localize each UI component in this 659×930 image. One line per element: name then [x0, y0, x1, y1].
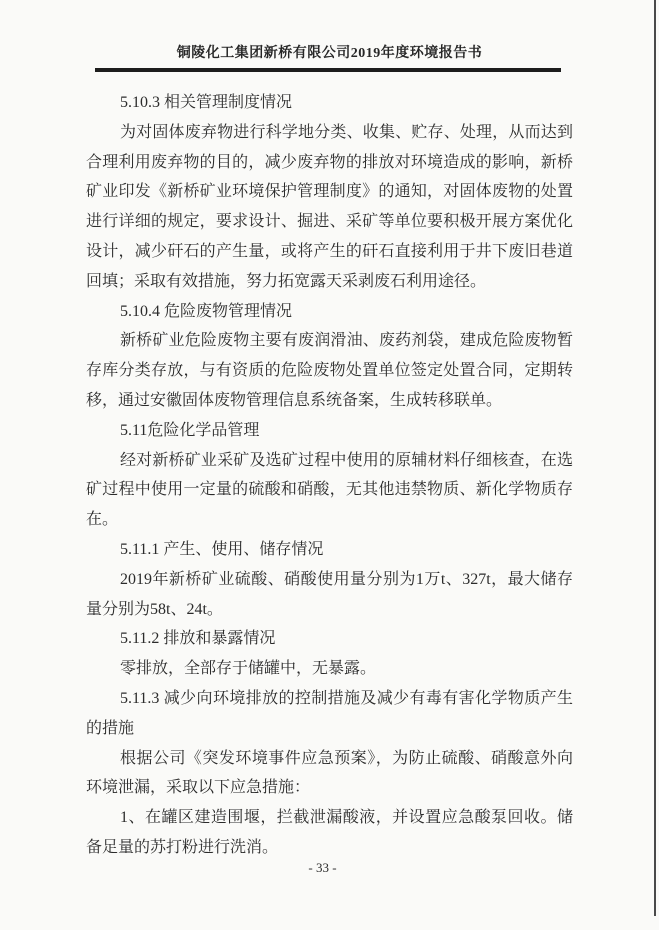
header-rule — [95, 68, 561, 72]
section-heading: 5.11.3 减少向环境排放的控制措施及减少有毒有害化学物质产生 — [120, 689, 573, 707]
section-heading: 5.11.1 产生、使用、储存情况 — [120, 540, 324, 558]
page-header — [0, 0, 659, 72]
text-line: 根据公司《突发环境事件应急预案》，为防止硫酸、硝酸意外向 — [120, 749, 573, 767]
document-body — [86, 88, 573, 863]
section-heading: 5.11危险化学品管理 — [120, 421, 260, 439]
text-line: 合理利用废弃物的目的，减少废弃物的排放对环境造成的影响，新桥 — [86, 153, 573, 171]
text-line: 经对新桥矿业采矿及选矿过程中使用的原辅材料仔细核查，在选 — [120, 451, 573, 469]
text-line: 量分别为58t、24t。 — [86, 600, 223, 618]
header-title: 铜陵化工集团新桥有限公司2019年度环境报告书 — [176, 46, 483, 61]
text-line: 存库分类存放，与有资质的危险废物处置单位签定处置合同，定期转 — [86, 362, 573, 380]
text-line: 环境泄漏，采取以下应急措施： — [86, 779, 311, 797]
section-heading: 5.10.4 危险废物管理情况 — [120, 302, 293, 320]
page-number: - 33 - — [308, 860, 337, 875]
text-line: 矿业印发《新桥矿业环境保护管理制度》的通知，对固体废物的处置 — [86, 183, 573, 201]
text-line: 移，通过安徽固体废物管理信息系统备案，生成转移联单。 — [86, 391, 503, 409]
text-line: 回填；采取有效措施，努力拓宽露天采剥废石利用途径。 — [86, 272, 487, 290]
scan-edge-line — [654, 0, 656, 916]
text-line: 进行详细的规定，要求设计、掘进、采矿等单位要积极开展方案优化 — [86, 213, 573, 231]
section-heading: 的措施 — [86, 719, 135, 737]
text-line: 在。 — [86, 511, 119, 529]
text-line: 备足量的苏打粉进行洗消。 — [86, 838, 279, 856]
section-heading: 5.10.3 相关管理制度情况 — [120, 94, 293, 111]
text-line: 2019年新桥矿业硫酸、硝酸使用量分别为1万t、327t，最大储存 — [120, 570, 573, 588]
text-line: 为对固体废弃物进行科学地分类、收集、贮存、处理，从而达到 — [120, 123, 573, 141]
page-footer — [0, 860, 645, 876]
text-line: 设计，减少矸石的产生量，或将产生的矸石直接利用于井下废旧巷道 — [86, 242, 573, 260]
text-line: 1、在罐区建造围堰，拦截泄漏酸液，并设置应急酸泵回收。储 — [120, 809, 573, 827]
section-heading: 5.11.2 排放和暴露情况 — [120, 630, 276, 648]
text-line: 新桥矿业危险废物主要有废润滑油、废药剂袋，建成危险废物暂 — [120, 332, 573, 350]
text-line: 矿过程中使用一定量的硫酸和硝酸，无其他违禁物质、新化学物质存 — [86, 481, 573, 499]
text-line: 零排放，全部存于储罐中，无暴露。 — [120, 660, 377, 678]
